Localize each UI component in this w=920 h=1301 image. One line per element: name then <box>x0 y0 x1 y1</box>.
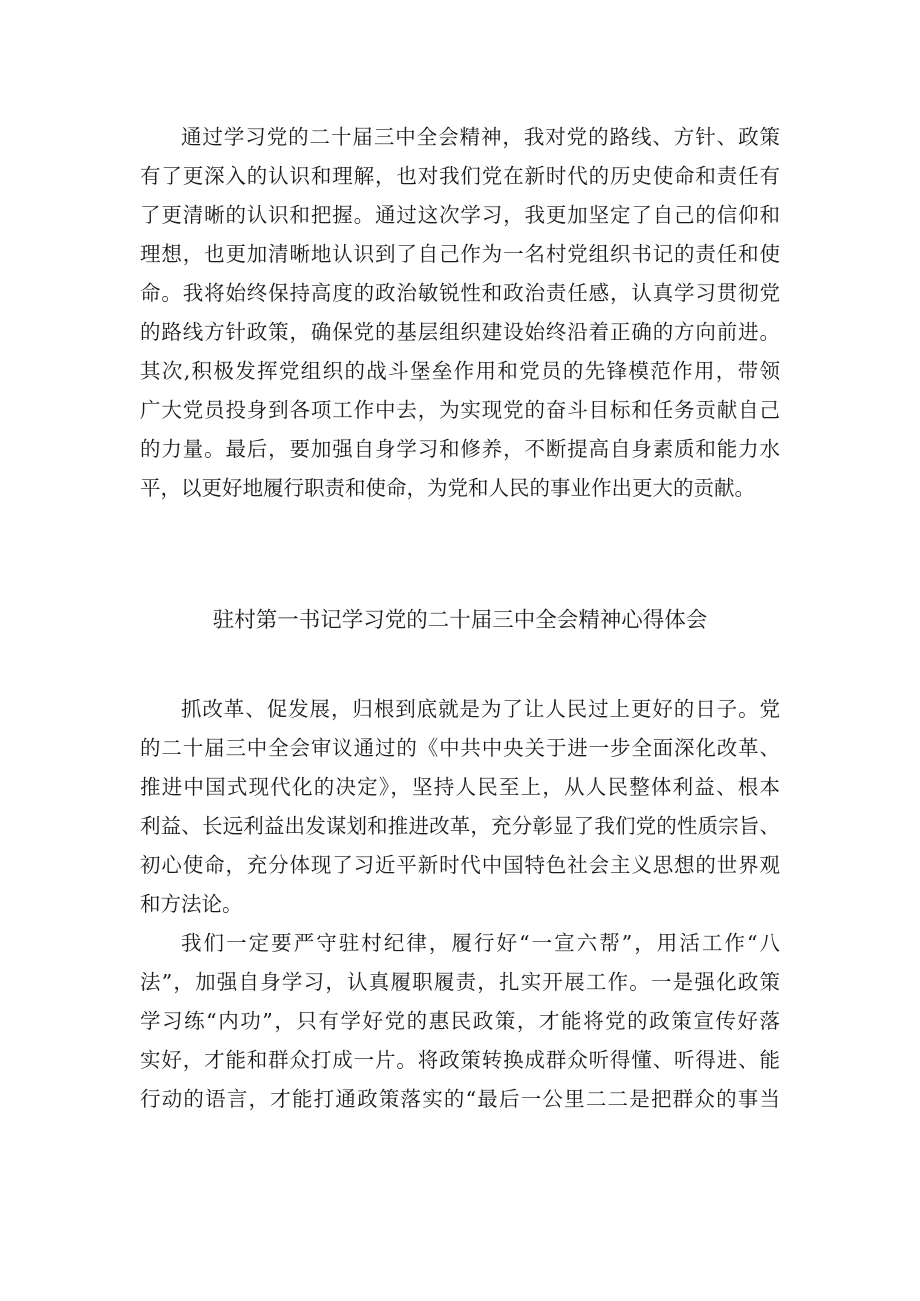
text-line: 广大党员投身到各项工作中去，为实现党的奋斗目标和任务贡献自己 <box>140 398 780 422</box>
text-line: 通过学习党的二十届三中全会精神，我对党的路线、方针、政策 <box>181 125 780 149</box>
text-line: 利益、长远利益出发谋划和推进改革，充分彰显了我们党的性质宗旨、 <box>140 814 780 838</box>
text-line: 的力量。最后，要加强自身学习和修养，不断提高自身素质和能力水 <box>140 437 780 461</box>
text-line: 理想，也更加清晰地认识到了自己作为一名村党组织书记的责任和使 <box>140 242 780 266</box>
text-line: 的路线方针政策，确保党的基层组织建设始终沿着正确的方向前进。 <box>140 320 780 344</box>
paragraph-3 <box>140 924 780 1119</box>
text-line: 我们一定要严守驻村纪律，履行好“一宣六帮”，用活工作“八 <box>181 931 780 955</box>
text-line: 法”，加强自身学习，认真履职履责，扎实开展工作。一是强化政策 <box>140 970 780 994</box>
text-line: 推进中国式现代化的决定》，坚持人民至上，从人民整体利益、根本 <box>140 775 780 799</box>
text-line: 平，以更好地履行职责和使命，为党和人民的事业作出更大的贡献。 <box>140 476 755 500</box>
text-line: 其次,积极发挥党组织的战斗堡垒作用和党员的先锋模范作用，带领 <box>140 359 780 383</box>
paragraph-2 <box>140 690 780 924</box>
paragraph-1 <box>140 118 780 508</box>
text-line: 学习练“内功”，只有学好党的惠民政策，才能将党的政策宣传好落 <box>140 1009 780 1033</box>
text-line: 的二十届三中全会审议通过的《中共中央关于进一步全面深化改革、 <box>140 736 780 760</box>
text-line: 行动的语言，才能打通政策落实的“最后一公里二二是把群众的事当 <box>140 1087 780 1111</box>
text-line: 抓改革、促发展，归根到底就是为了让人民过上更好的日子。党 <box>181 697 780 721</box>
text-line: 初心使命，充分体现了习近平新时代中国特色社会主义思想的世界观 <box>140 853 780 877</box>
text-line: 了更清晰的认识和把握。通过这次学习，我更加坚定了自己的信仰和 <box>140 203 780 227</box>
text-line: 命。我将始终保持高度的政治敏锐性和政治责任感，认真学习贯彻党 <box>140 281 780 305</box>
section-heading: 驻村第一书记学习党的二十届三中全会精神心得体会 <box>212 608 708 633</box>
text-line: 有了更深入的认识和理解，也对我们党在新时代的历史使命和责任有 <box>140 164 780 188</box>
text-line: 和方法论。 <box>140 892 243 916</box>
text-line: 实好，才能和群众打成一片。将政策转换成群众听得懂、听得进、能 <box>140 1048 780 1072</box>
